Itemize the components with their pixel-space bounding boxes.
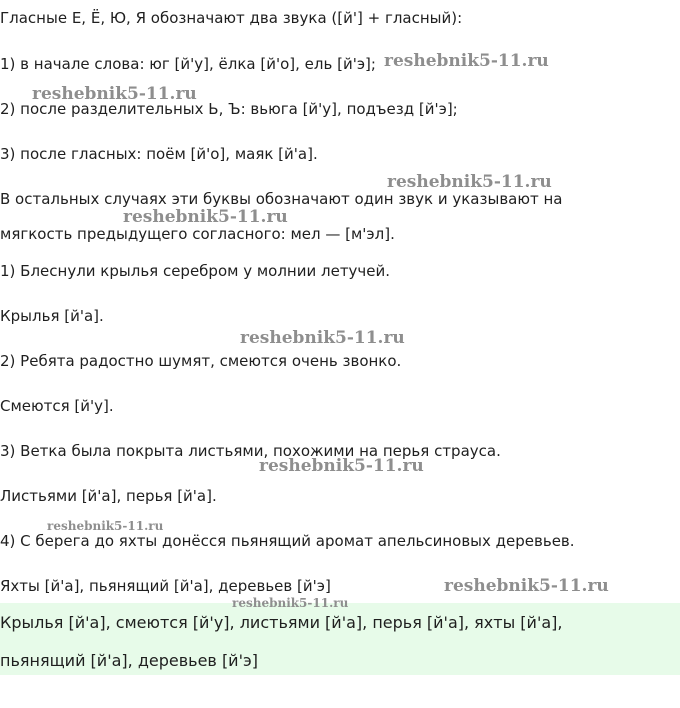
watermark-text: reshebnik5-11.ru bbox=[444, 576, 609, 596]
text-line-rule-2: 2) после разделительных Ь, Ъ: вьюга [й'у], подъезд [й'э]; bbox=[0, 100, 458, 118]
watermark-text: reshebnik5-11.ru bbox=[259, 456, 424, 476]
watermark-text: reshebnik5-11.ru bbox=[384, 51, 549, 71]
text-line-answer-1: Крылья [й'а]. bbox=[0, 307, 104, 325]
text-line-answer-4: Яхты [й'а], пьянящий [й'а], деревьев [й'э] bbox=[0, 577, 331, 595]
text-line-answer-2: Смеются [й'у]. bbox=[0, 397, 114, 415]
final-answer-box bbox=[0, 603, 680, 675]
watermark-text: reshebnik5-11.ru bbox=[387, 172, 552, 192]
text-line-rule-3: 3) после гласных: поём [й'о], маяк [й'а]. bbox=[0, 145, 318, 163]
final-answer-line-1: Крылья [й'а], смеются [й'у], листьями [й'а], перья [й'а], яхты [й'а], bbox=[0, 613, 563, 632]
text-line-sentence-4: 4) С берега до яхты донёсся пьянящий аромат апельсиновых деревьев. bbox=[0, 532, 575, 550]
text-line-sentence-2: 2) Ребята радостно шумят, смеются очень звонко. bbox=[0, 352, 402, 370]
text-line-sentence-3: 3) Ветка была покрыта листьями, похожими на перья страуса. bbox=[0, 442, 501, 460]
text-line-intro: Гласные Е, Ё, Ю, Я обозначают два звука ([й'] + гласный): bbox=[0, 9, 463, 27]
text-line-other-cases: В остальных случаях эти буквы обозначают один звук и указывают на bbox=[0, 190, 563, 208]
final-answer-line-2: пьянящий [й'а], деревьев [й'э] bbox=[0, 651, 258, 670]
text-line-rule-1: 1) в начале слова: юг [й'у], ёлка [й'о], ель [й'э]; bbox=[0, 55, 376, 73]
watermark-text: reshebnik5-11.ru bbox=[47, 519, 164, 533]
text-line-other-cases-cont: мягкость предыдущего согласного: мел — [м'эл]. bbox=[0, 225, 395, 243]
text-line-answer-3: Листьями [й'а], перья [й'а]. bbox=[0, 487, 217, 505]
watermark-text: reshebnik5-11.ru bbox=[232, 596, 349, 610]
watermark-text: reshebnik5-11.ru bbox=[32, 84, 197, 104]
watermark-text: reshebnik5-11.ru bbox=[240, 328, 405, 348]
text-line-sentence-1: 1) Блеснули крылья серебром у молнии летучей. bbox=[0, 262, 391, 280]
watermark-text: reshebnik5-11.ru bbox=[123, 207, 288, 227]
